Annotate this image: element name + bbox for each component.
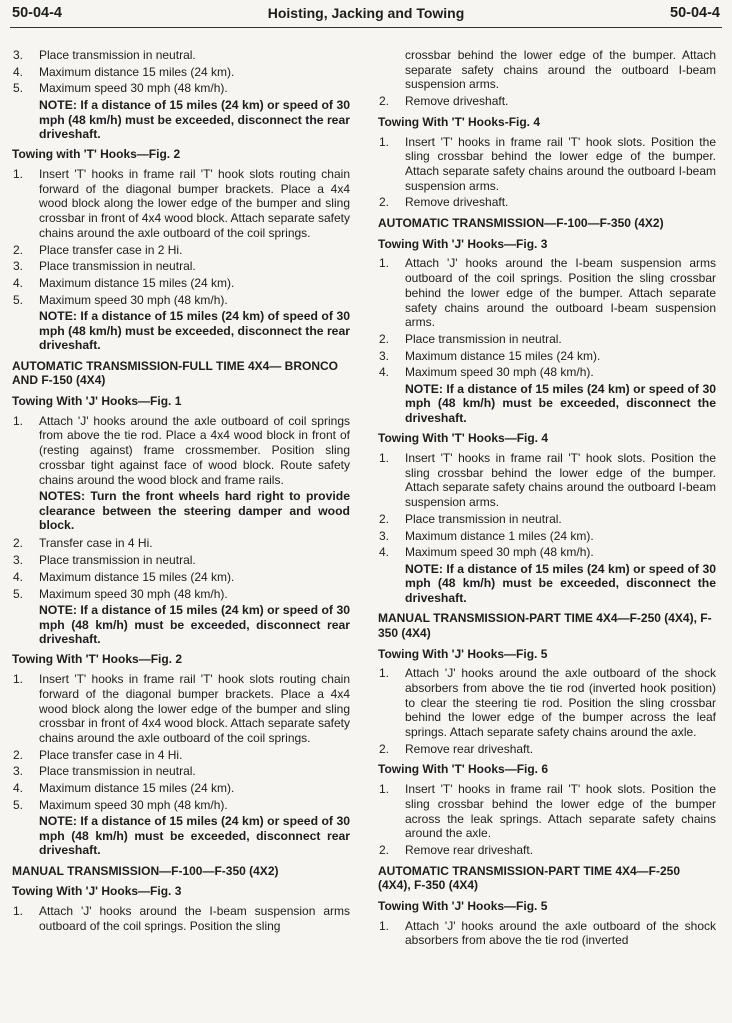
item-number: 3. <box>379 528 390 543</box>
item-text: Maximum distance 15 miles (24 km). <box>405 348 601 363</box>
list-item <box>378 451 716 510</box>
list-item <box>378 545 716 560</box>
list-item <box>378 349 716 364</box>
item-text: Transfer case in 4 Hi. <box>39 536 153 551</box>
item-number: 1. <box>13 413 24 428</box>
item-number: 1. <box>379 256 390 271</box>
page-number-right: 50-04-4 <box>670 5 720 21</box>
list-item <box>378 529 716 544</box>
item-number: 1. <box>379 666 390 681</box>
list-item <box>378 135 716 194</box>
list-item <box>12 81 350 96</box>
item-number: 2. <box>13 747 24 762</box>
note-text: NOTE: If a distance of 15 miles (24 km) of speed of 30 mph (48 km/h) must be exceeded, disconnect the rear driveshaft. <box>39 309 350 353</box>
item-text: Remove driveshaft. <box>405 94 509 109</box>
item-text: Maximum distance 1 miles (24 km). <box>405 528 594 543</box>
item-text: Place transmission in neutral. <box>405 331 562 346</box>
item-text: Remove driveshaft. <box>405 195 509 210</box>
item-text: Maximum speed 30 mph (48 km/h). <box>39 292 228 307</box>
item-text: Remove rear driveshaft. <box>405 741 534 756</box>
item-number: 1. <box>13 672 24 687</box>
item-text: Maximum distance 15 miles (24 km). <box>39 64 235 79</box>
page-header <box>10 2 722 24</box>
note-text: NOTE: If a distance of 15 miles (24 km) or speed of 30 mph (48 km/h) must be exceeded, disconnect rear driveshaft. <box>39 603 350 647</box>
section-subheading: Towing With 'J' Hooks—Fig. 3 <box>12 884 182 899</box>
list-item <box>378 332 716 347</box>
section-subheading: Towing With 'T' Hooks-Fig. 4 <box>378 114 541 129</box>
section-subheading: Towing With 'J' Hooks—Fig. 5 <box>378 899 548 914</box>
list-item <box>378 782 716 841</box>
section-subheading: Towing With 'J' Hooks—Fig. 5 <box>378 646 548 661</box>
item-text: Insert 'T' hooks in frame rail 'T' hook slots routing chain forward of the diagonal bumper brackets. Place a 4x4 wood block along the lower edge of the bumper and sling crossbar in front of 4x4 wood block. Attach separate safety chains around the axle outboard of the coil springs. <box>39 672 350 745</box>
item-number: 2. <box>379 741 390 756</box>
item-text: Insert 'T' hooks in frame rail 'T' hook slots. Position the sling crossbar behind the lower edge of the bumper. Attach separate safety chains around the outboard I-beam suspension arms. <box>405 134 716 193</box>
item-text: Maximum speed 30 mph (48 km/h). <box>39 81 228 96</box>
item-number: 4. <box>379 545 390 560</box>
item-text: Maximum distance 15 miles (24 km). <box>39 275 235 290</box>
item-number: 3. <box>13 259 24 274</box>
item-text: Place transfer case in 2 Hi. <box>39 242 183 257</box>
item-number: 2. <box>379 195 390 210</box>
note-text: NOTE: If a distance of 15 miles (24 km) or speed of 30 mph (48 km/h) must be exceeded, disconnect the rear driveshaft. <box>39 98 350 141</box>
item-number: 1. <box>379 134 390 149</box>
item-text: Place transfer case in 4 Hi. <box>39 747 183 762</box>
note-text: NOTE: If a distance of 15 miles (24 km) or speed of 30 mph (48 km/h) must be exceeded, disconnect rear driveshaft. <box>39 814 350 858</box>
list-item <box>378 666 716 740</box>
item-number: 3. <box>13 764 24 779</box>
item-number: 5. <box>13 586 24 601</box>
item-number: 3. <box>13 48 24 62</box>
section-subheading: Towing With 'T' Hooks—Fig. 6 <box>378 762 549 777</box>
item-text: Attach 'J' hooks around the axle outboard of the shock absorbers from above the tie rod (inverted hook position) to clear the steering tie rod. Position the sling crossbar behind the lower edge of the bumper across the leaf springs. Attach separate safety chains around the axle. <box>405 666 716 740</box>
item-number: 4. <box>13 569 24 584</box>
list-item <box>378 919 716 948</box>
page-title: Hoisting, Jacking and Towing <box>267 5 465 21</box>
section-subheading: Towing With 'J' Hooks—Fig. 3 <box>378 236 548 251</box>
item-number: 1. <box>379 918 390 933</box>
list-item <box>378 94 716 109</box>
left-column <box>12 48 350 936</box>
section-heading: MANUAL TRANSMISSION—F-100—F-350 (4X2) <box>12 863 279 878</box>
item-text: Place transmission in neutral. <box>39 764 196 779</box>
page-number-left: 50-04-4 <box>12 5 62 21</box>
item-number: 5. <box>13 81 24 96</box>
item-number: 4. <box>13 64 24 79</box>
list-item <box>12 167 350 241</box>
list-item <box>12 764 350 779</box>
item-text: Place transmission in neutral. <box>39 553 196 568</box>
list-item <box>12 904 350 933</box>
item-text: Place transmission in neutral. <box>405 511 562 526</box>
list-item <box>378 843 716 858</box>
list-item <box>378 195 716 210</box>
item-number: 5. <box>13 797 24 812</box>
list-item <box>12 243 350 258</box>
item-text: Attach 'J' hooks around the I-beam suspension arms outboard of the coil springs. Position the sling <box>39 904 350 933</box>
item-text: Maximum distance 15 miles (24 km). <box>39 781 235 796</box>
section-subheading: Towing With 'J' Hooks—Fig. 1 <box>12 393 182 408</box>
item-text: Maximum speed 30 mph (48 km/h). <box>39 797 228 812</box>
item-number: 5. <box>13 292 24 307</box>
list-item <box>378 742 716 757</box>
list-item <box>12 570 350 585</box>
section-subheading: Towing With 'T' Hooks—Fig. 4 <box>378 431 549 446</box>
item-number: 1. <box>379 450 390 465</box>
list-item <box>12 48 350 63</box>
section-heading: AUTOMATIC TRANSMISSION-FULL TIME 4X4— BRONCO AND F-150 (4X4) <box>12 358 339 388</box>
item-text: Insert 'T' hooks in frame rail 'T' hook slots routing chain forward of the diagonal bumper brackets. Place a 4x4 wood block along the lower edge of the bumper and sling crossbar in front of 4x4 wood block. Attach separate safety chains around the axle outboard of the coil springs. <box>39 167 350 240</box>
right-column <box>378 48 716 950</box>
section-subheading: Towing with 'T' Hooks—Fig. 2 <box>12 147 181 162</box>
list-item <box>12 587 350 602</box>
note-text: NOTE: If a distance of 15 miles (24 km) or speed of 30 mph (48 km/h) must be exceeded, disconnect the driveshaft. <box>405 561 716 605</box>
note-text: NOTE: If a distance of 15 miles (24 km) or speed of 30 mph (48 km/h) must be exceeded, disconnect the driveshaft. <box>405 382 716 425</box>
item-text: Insert 'T' hooks in frame rail 'T' hook slots. Position the sling crossbar behind the lower edge of the bumper. Attach separate safety chains around the outboard I-beam suspension arms. <box>405 450 716 510</box>
header-rule <box>10 27 722 28</box>
section-heading: MANUAL TRANSMISSION-PART TIME 4X4—F-250 (4X4), F-350 (4X4) <box>378 611 712 640</box>
item-number: 4. <box>13 275 24 290</box>
item-number: 2. <box>379 511 390 526</box>
section-heading: AUTOMATIC TRANSMISSION—F-100—F-350 (4X2) <box>378 216 664 231</box>
item-number: 4. <box>379 365 390 380</box>
item-number: 2. <box>379 94 390 109</box>
item-number: 3. <box>379 348 390 363</box>
item-text: Place transmission in neutral. <box>39 48 196 62</box>
item-text: Place transmission in neutral. <box>39 259 196 274</box>
item-text: Remove rear driveshaft. <box>405 842 534 857</box>
list-item <box>12 672 350 746</box>
item-text: Attach 'J' hooks around the axle outboard of the shock absorbers from above the tie rod (inverted <box>405 918 716 948</box>
list-item <box>12 293 350 308</box>
item-text: Maximum speed 30 mph (48 km/h). <box>405 365 594 380</box>
item-text: Maximum distance 15 miles (24 km). <box>39 569 235 584</box>
item-number: 1. <box>13 904 24 919</box>
list-item <box>12 276 350 291</box>
item-number: 2. <box>13 536 24 551</box>
item-text: Insert 'T' hooks in frame rail 'T' hook slots. Position the sling crossbar behind the lower edge of the bumper across the leak springs. Attach separate safety chains around the axle. <box>405 782 716 841</box>
list-item <box>12 65 350 80</box>
item-number: 2. <box>379 842 390 857</box>
list-item <box>12 748 350 763</box>
section-heading: AUTOMATIC TRANSMISSION-PART TIME 4X4—F-250 (4X4), F-350 (4X4) <box>378 863 681 893</box>
note-text: NOTES: Turn the front wheels hard right to provide clearance between the steering damper and wood block. <box>39 489 350 533</box>
item-text: Attach 'J' hooks around the I-beam suspension arms outboard of the coil springs. Position the sling crossbar behind the lower edge of the bumper. Attach separate safety chains around the outboard I-beam suspension arms. <box>405 256 716 330</box>
item-number: 2. <box>379 331 390 346</box>
section-subheading: Towing With 'T' Hooks—Fig. 2 <box>12 652 183 667</box>
continued-text: crossbar behind the lower edge of the bumper. Attach separate safety chains around the outboard I-beam suspension arms. <box>405 48 716 92</box>
list-item <box>12 536 350 551</box>
list-item <box>12 553 350 568</box>
list-item <box>12 781 350 796</box>
item-number: 3. <box>13 553 24 568</box>
item-text: Attach 'J' hooks around the axle outboard of coil springs from above the tie rod. Place a 4x4 wood block in front of (resting against) frame crossmember. Position sling crossbar tight against face of wood block. Route safety chains around the wood block and frame rails. <box>39 413 350 487</box>
list-item <box>12 414 350 488</box>
item-text: Maximum speed 30 mph (48 km/h). <box>405 545 594 560</box>
list-item <box>378 256 716 330</box>
list-item <box>12 798 350 813</box>
item-number: 1. <box>13 167 24 182</box>
item-number: 1. <box>379 782 390 797</box>
item-text: Maximum speed 30 mph (48 km/h). <box>39 586 228 601</box>
list-item <box>378 512 716 527</box>
item-number: 4. <box>13 781 24 796</box>
list-item <box>378 365 716 380</box>
item-number: 2. <box>13 242 24 257</box>
list-item <box>12 259 350 274</box>
